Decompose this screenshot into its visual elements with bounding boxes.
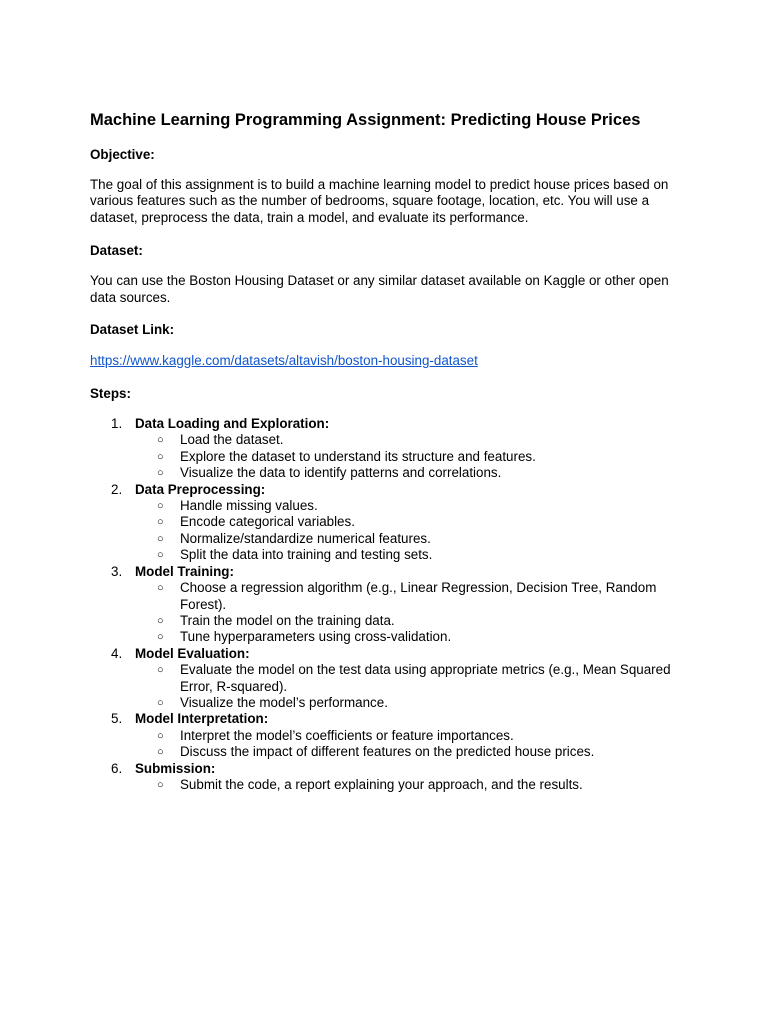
substep-list xyxy=(135,728,690,761)
circle-bullet-icon: ○ xyxy=(157,516,164,529)
step-title: Model Interpretation: xyxy=(135,711,269,727)
substep-text: Handle missing values. xyxy=(180,498,318,514)
step-title: Data Loading and Exploration: xyxy=(135,416,330,432)
document-title: Machine Learning Programming Assignment: Predicting House Prices xyxy=(90,111,641,129)
substep-item xyxy=(135,777,690,793)
circle-bullet-icon: ○ xyxy=(157,434,164,447)
step-title: Data Preprocessing: xyxy=(135,481,266,497)
substep-list xyxy=(135,580,690,646)
step-item xyxy=(90,646,690,712)
steps-list xyxy=(90,416,690,793)
substep-item xyxy=(135,547,690,563)
substep-item xyxy=(135,728,690,744)
step-number: 3. xyxy=(111,563,123,579)
substep-list xyxy=(135,777,690,793)
step-title: Submission: xyxy=(135,760,216,776)
substep-item xyxy=(135,580,690,613)
substep-text: Encode categorical variables. xyxy=(180,514,355,530)
substep-text: Explore the dataset to understand its structure and features. xyxy=(180,448,536,464)
substep-list xyxy=(135,498,690,564)
substep-item xyxy=(135,662,690,695)
step-item xyxy=(90,482,690,564)
substep-item xyxy=(135,695,690,711)
step-item xyxy=(90,416,690,482)
dataset-link[interactable]: https://www.kaggle.com/datasets/altavish/boston-housing-dataset xyxy=(90,353,478,369)
substep-item xyxy=(135,629,690,645)
substep-item xyxy=(135,465,690,481)
steps-heading: Steps: xyxy=(90,386,131,402)
circle-bullet-icon: ○ xyxy=(157,450,164,463)
circle-bullet-icon: ○ xyxy=(157,582,164,595)
document-page xyxy=(90,110,690,793)
substep-list xyxy=(135,662,690,711)
dataset-heading: Dataset: xyxy=(90,243,143,259)
step-number: 4. xyxy=(111,645,123,661)
step-title: Model Evaluation: xyxy=(135,645,250,661)
circle-bullet-icon: ○ xyxy=(157,614,164,627)
substep-item xyxy=(135,744,690,760)
substep-text: Interpret the model’s coefficients or feature importances. xyxy=(180,727,514,743)
circle-bullet-icon: ○ xyxy=(157,729,164,742)
step-number: 2. xyxy=(111,481,123,497)
step-title: Model Training: xyxy=(135,563,234,579)
objective-text: The goal of this assignment is to build a machine learning model to predict house prices based on various features such as the number of bedrooms, square footage, location, etc. You will use a dataset, preprocess the data, train a model, and evaluate its performance. xyxy=(90,177,669,225)
substep-text: Train the model on the training data. xyxy=(180,612,395,628)
substep-text: Discuss the impact of different features on the predicted house prices. xyxy=(180,744,595,760)
dataset-text: You can use the Boston Housing Dataset or any similar dataset available on Kaggle or other open data sources. xyxy=(90,273,669,305)
step-item xyxy=(90,711,690,760)
step-number: 1. xyxy=(111,416,123,432)
circle-bullet-icon: ○ xyxy=(157,696,164,709)
substep-item xyxy=(135,432,690,448)
circle-bullet-icon: ○ xyxy=(157,631,164,644)
substep-text: Load the dataset. xyxy=(180,432,284,448)
circle-bullet-icon: ○ xyxy=(157,664,164,677)
objective-heading: Objective: xyxy=(90,147,155,162)
substep-text: Normalize/standardize numerical features. xyxy=(180,530,431,546)
circle-bullet-icon: ○ xyxy=(157,467,164,480)
circle-bullet-icon: ○ xyxy=(157,778,164,791)
substep-list xyxy=(135,432,690,481)
substep-text: Visualize the model’s performance. xyxy=(180,694,388,710)
substep-item xyxy=(135,531,690,547)
substep-text: Submit the code, a report explaining your approach, and the results. xyxy=(180,776,583,792)
circle-bullet-icon: ○ xyxy=(157,549,164,562)
substep-item xyxy=(135,514,690,530)
substep-item xyxy=(135,449,690,465)
step-number: 6. xyxy=(111,760,123,776)
substep-text: Visualize the data to identify patterns and correlations. xyxy=(180,465,502,481)
substep-item xyxy=(135,498,690,514)
substep-item xyxy=(135,613,690,629)
step-number: 5. xyxy=(111,711,123,727)
substep-text: Tune hyperparameters using cross-validation. xyxy=(180,629,452,645)
step-item xyxy=(90,564,690,646)
circle-bullet-icon: ○ xyxy=(157,532,164,545)
step-item xyxy=(90,761,690,794)
circle-bullet-icon: ○ xyxy=(157,500,164,513)
substep-text: Choose a regression algorithm (e.g., Linear Regression, Decision Tree, Random Forest). xyxy=(180,580,657,612)
substep-text: Evaluate the model on the test data using appropriate metrics (e.g., Mean Squared Error, R-squared). xyxy=(180,662,671,694)
dataset-link-heading: Dataset Link: xyxy=(90,322,175,338)
substep-text: Split the data into training and testing sets. xyxy=(180,547,433,563)
circle-bullet-icon: ○ xyxy=(157,746,164,759)
